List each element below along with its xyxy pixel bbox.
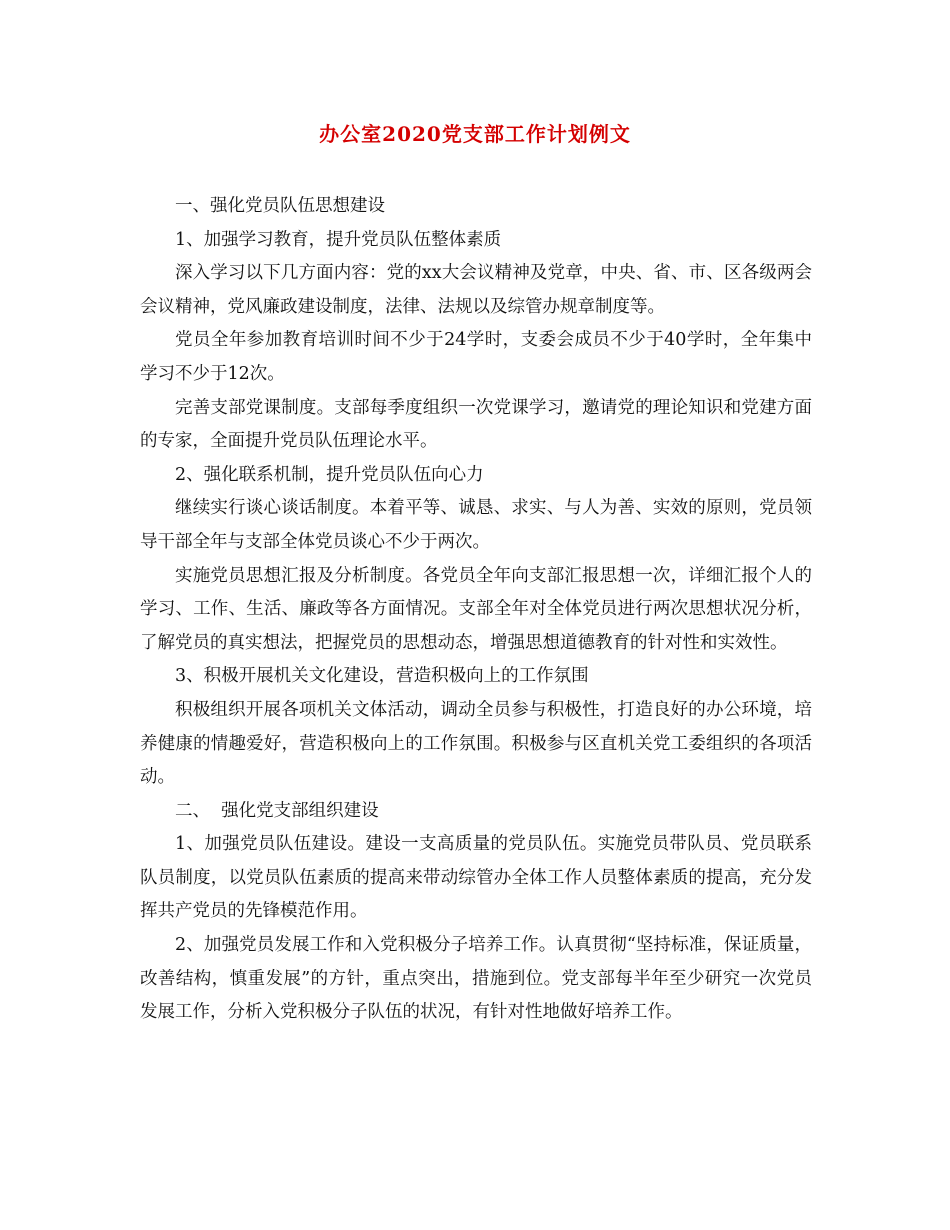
paragraph-1: 深入学习以下几方面内容：党的xx大会议精神及党章，中央、省、市、区各级两会会议精神，党风廉政建设制度，法律、法规以及综管办规章制度等。 [140, 263, 812, 317]
document-body [140, 190, 812, 1030]
paragraph-4: 继续实行谈心谈话制度。本着平等、诚恳、求实、与人为善、实效的原则，党员领导干部全年与支部全体党员谈心不少于两次。 [140, 498, 812, 552]
paragraph-8: 2、加强党员发展工作和入党积极分子培养工作。认真贯彻“坚持标准，保证质量，改善结构，慎重发展”的方针，重点突出，措施到位。党支部每半年至少研究一次党员发展工作，分析入党积极分子队伍的状况，有针对性地做好培养工作。 [140, 935, 812, 1023]
section-heading-2: 二、 强化党支部组织建设 [175, 800, 379, 821]
document-title: 办公室2020党支部工作计划例文 [319, 122, 631, 146]
paragraph-6: 积极组织开展各项机关文体活动，调动全员参与积极性，打造良好的办公环境，培养健康的情趣爱好，营造积极向上的工作氛围。积极参与区直机关党工委组织的各项活动。 [140, 699, 812, 788]
paragraph-5: 实施党员思想汇报及分析制度。各党员全年向支部汇报思想一次，详细汇报个人的学习、工作、生活、廉政等各方面情况。支部全年对全体党员进行两次思想状况分析，了解党员的真实想法，把握党员的思想动态，增强思想道德教育的针对性和实效性。 [140, 565, 812, 653]
paragraph-7: 1、加强党员队伍建设。建设一支高质量的党员队伍。实施党员带队员、党员联系队员制度，以党员队伍素质的提高来带动综管办全体工作人员整体素质的提高，充分发挥共产党员的先锋模范作用。 [140, 834, 812, 922]
subsection-heading-1-1: 1、加强学习教育，提升党员队伍整体素质 [175, 229, 502, 250]
subsection-heading-1-3: 3、积极开展机关文化建设，营造积极向上的工作氛围 [175, 666, 589, 687]
paragraph-3: 完善支部党课制度。支部每季度组织一次党课学习，邀请党的理论知识和党建方面的专家，全面提升党员队伍理论水平。 [140, 397, 812, 452]
paragraph-2: 党员全年参加教育培训时间不少于24学时，支委会成员不少于40学时，全年集中学习不少于12次。 [140, 330, 812, 384]
section-heading-1: 一、强化党员队伍思想建设 [175, 196, 385, 216]
subsection-heading-1-2: 2、强化联系机制，提升党员队伍向心力 [175, 464, 484, 485]
